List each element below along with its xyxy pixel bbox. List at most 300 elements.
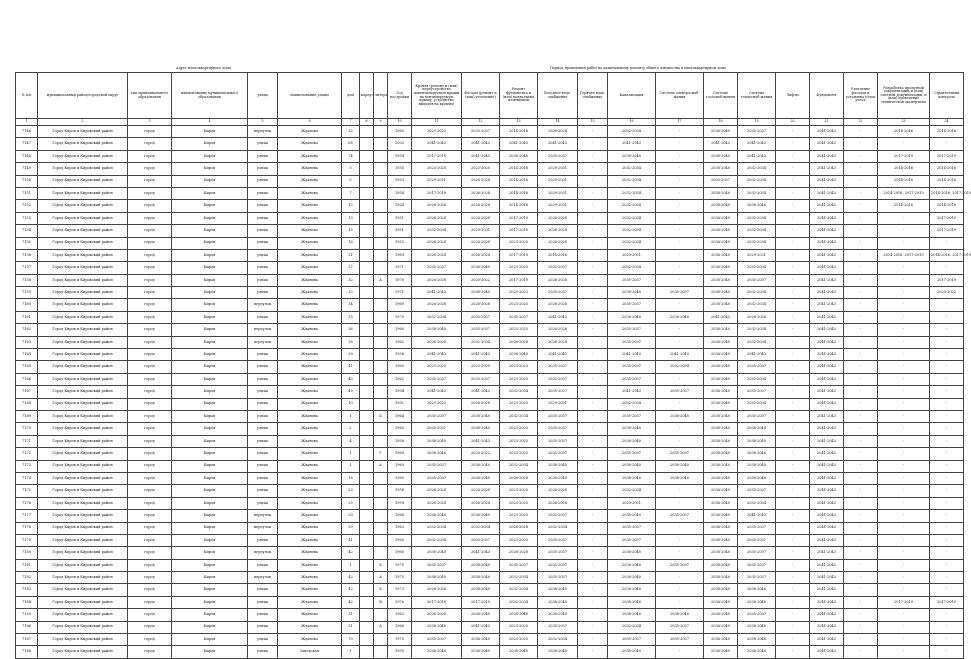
table-cell: 2038-2040 [462, 646, 500, 658]
table-cell: город [128, 324, 172, 336]
table-cell: 2032-2034 [412, 311, 462, 323]
table-cell: Жданова [278, 398, 342, 410]
table-cell: 2038-2040 [704, 423, 738, 435]
table-cell: - [844, 448, 878, 460]
table-cell: улица [248, 472, 278, 484]
column-number: 9 [374, 119, 388, 126]
table-cell [360, 398, 374, 410]
table-cell [360, 361, 374, 373]
table-row [16, 485, 964, 497]
table-cell: Город Киров и Кировский район [38, 225, 128, 237]
table-cell: 2023-2025 [500, 497, 538, 509]
table-cell: 70 [342, 634, 360, 646]
table-cell: 2035-2037 [608, 448, 656, 460]
table-cell: 2041-2043 [704, 138, 738, 150]
table-cell: - [844, 299, 878, 311]
table-cell: 16 [342, 237, 360, 249]
table-cell: 7163 [16, 336, 38, 348]
table-cell: Город Киров и Кировский район [38, 522, 128, 534]
table-cell: 2026-2028 [462, 237, 500, 249]
table-cell: 2038-2040 [608, 150, 656, 162]
table-cell: 2023-2025 [500, 361, 538, 373]
table-cell: 2038-2040 [500, 646, 538, 658]
table-cell [360, 534, 374, 546]
table-cell: город [128, 398, 172, 410]
table-cell: 2038-2040 [608, 572, 656, 584]
table-cell: 4 [342, 435, 360, 447]
table-row [16, 187, 964, 199]
table-cell: 2038-2040 [608, 435, 656, 447]
table-cell: 2017-2019 [878, 596, 930, 608]
table-cell: 2041-2043 [462, 621, 500, 633]
table-cell: 2041-2043 [810, 559, 844, 571]
table-cell: переулок [248, 547, 278, 559]
table-cell: Жданова [278, 336, 342, 348]
table-cell: Киров [172, 510, 248, 522]
table-cell: 2041-2043 [810, 584, 844, 596]
table-cell [360, 584, 374, 596]
table-row [16, 534, 964, 546]
table-row [16, 299, 964, 311]
table-cell: Город Киров и Кировский район [38, 398, 128, 410]
table-cell: - [578, 522, 608, 534]
table-cell: - [656, 336, 704, 348]
table-cell: 2035-2037 [538, 287, 578, 299]
table-cell: Киров [172, 311, 248, 323]
table-cell: - [776, 138, 810, 150]
table-cell [374, 212, 388, 224]
table-cell [374, 534, 388, 546]
table-cell: улица [248, 621, 278, 633]
table-cell: город [128, 126, 172, 138]
table-cell: 2041-2043 [608, 138, 656, 150]
table-cell: Киров [172, 572, 248, 584]
table-cell: - [656, 262, 704, 274]
table-cell: - [878, 485, 930, 497]
table-cell: - [930, 138, 964, 150]
table-cell: Город Киров и Кировский район [38, 460, 128, 472]
table-cell [360, 126, 374, 138]
table-cell: 2038-2040 [704, 324, 738, 336]
table-cell: 2026-2028 [462, 398, 500, 410]
table-cell: Жданова [278, 410, 342, 422]
table-cell: 7161 [16, 311, 38, 323]
table-cell: 33 [342, 287, 360, 299]
table-cell: город [128, 386, 172, 398]
table-cell: 2038-2040 [704, 398, 738, 410]
table-row [16, 175, 964, 187]
table-cell: 2023-2025 [500, 510, 538, 522]
table-cell: улица [248, 386, 278, 398]
column-header: Канализация [608, 73, 656, 119]
table-cell: Киров [172, 299, 248, 311]
table-cell [374, 324, 388, 336]
table-cell: Жданова [278, 311, 342, 323]
table-cell: 2038-2040 [704, 460, 738, 472]
table-cell: Город Киров и Кировский район [38, 150, 128, 162]
table-cell: Жданова [278, 522, 342, 534]
table-cell: город [128, 522, 172, 534]
table-cell [374, 150, 388, 162]
table-cell: 2035-2037 [538, 572, 578, 584]
table-cell: 2020-2022 [500, 287, 538, 299]
table-cell: улица [248, 249, 278, 261]
table-cell: - [878, 423, 930, 435]
table-cell: - [930, 497, 964, 509]
table-cell: 2026-2028 [462, 249, 500, 261]
table-cell: 1954 [388, 150, 412, 162]
table-cell: - [656, 299, 704, 311]
table-cell: Город Киров и Кировский район [38, 609, 128, 621]
column-header: Разработка проектной документации и (или) сметной документации, и (или) проведение технической экспертизы [878, 73, 930, 119]
table-cell: Город Киров и Кировский район [38, 572, 128, 584]
table-cell: - [844, 572, 878, 584]
table-cell: 2032-2034 [462, 336, 500, 348]
table-cell: - [656, 534, 704, 546]
table-cell: Жданова [278, 349, 342, 361]
table-cell: - [578, 175, 608, 187]
table-cell: 1994 [388, 386, 412, 398]
table-cell: 2020-2022 [462, 448, 500, 460]
table-cell: 2023-2025 [412, 398, 462, 410]
table-cell: - [776, 410, 810, 422]
table-cell: 2035-2037 [412, 410, 462, 422]
table-cell: Жданова [278, 584, 342, 596]
table-cell: 2038-2040 [738, 435, 776, 447]
table-cell: - [656, 423, 704, 435]
table-cell: - [776, 460, 810, 472]
table-cell: город [128, 336, 172, 348]
column-number: 16 [608, 119, 656, 126]
table-cell: 2035-2037 [656, 287, 704, 299]
table-cell: 2026-2028 [500, 336, 538, 348]
table-cell: улица [248, 485, 278, 497]
table-cell: 32 [342, 274, 360, 286]
table-cell: 2041-2043 [810, 460, 844, 472]
table-cell: 2032-2034 [412, 522, 462, 534]
table-cell: Жданова [278, 373, 342, 385]
table-cell [360, 150, 374, 162]
table-cell [360, 324, 374, 336]
table-cell: 2035-2037 [608, 534, 656, 546]
table-cell: 7148 [16, 150, 38, 162]
table-cell [374, 634, 388, 646]
table-cell: 2026-2028 [538, 126, 578, 138]
table-cell: 68 [342, 138, 360, 150]
table-cell: 2038-2040 [412, 510, 462, 522]
table-cell: - [656, 485, 704, 497]
table-cell: 2035-2037 [538, 150, 578, 162]
table-cell: - [844, 163, 878, 175]
table-cell: - [844, 596, 878, 608]
table-cell: 2026-2028 [462, 200, 500, 212]
table-cell: 2032-2034 [412, 534, 462, 546]
table-cell: 32 [342, 126, 360, 138]
table-cell: Жданова [278, 423, 342, 435]
address-group-label: Адрес многоквартирного дома [176, 66, 232, 70]
table-cell: 41 [342, 534, 360, 546]
table-cell: 2023-2025 [500, 485, 538, 497]
table-cell: - [578, 150, 608, 162]
table-cell: 10 [342, 398, 360, 410]
table-cell: 1985 [388, 472, 412, 484]
table-cell [374, 262, 388, 274]
table-cell: - [776, 361, 810, 373]
schedule-table-wrapper [15, 72, 971, 659]
table-cell: - [656, 175, 704, 187]
table-cell: - [844, 646, 878, 658]
table-cell: 2035-2037 [738, 534, 776, 546]
table-cell: 2041-2043 [810, 324, 844, 336]
table-cell: - [878, 435, 930, 447]
table-cell: 2038-2040 [738, 596, 776, 608]
table-cell: переулок [248, 336, 278, 348]
table-cell: город [128, 138, 172, 150]
table-cell: - [656, 522, 704, 534]
table-cell: 2041-2043 [810, 262, 844, 274]
table-cell: 2038-2040 [462, 609, 500, 621]
table-cell: 2017-2019 [500, 212, 538, 224]
table-cell: 2038-2040 [462, 287, 500, 299]
table-cell: - [776, 126, 810, 138]
table-row [16, 361, 964, 373]
table-cell: 1969 [388, 448, 412, 460]
table-cell: - [578, 373, 608, 385]
table-cell: 2035-2037 [656, 510, 704, 522]
table-cell: 1971 [388, 287, 412, 299]
table-cell: 7174 [16, 472, 38, 484]
table-cell: улица [248, 584, 278, 596]
table-cell: 2014-2016 [500, 187, 538, 199]
table-cell: - [930, 435, 964, 447]
table-cell: 2035-2037 [462, 126, 500, 138]
table-cell: 2023-2025 [462, 163, 500, 175]
column-header: корпус [360, 73, 374, 119]
table-cell: 42 [342, 547, 360, 559]
table-cell: - [930, 621, 964, 633]
table-cell: - [656, 497, 704, 509]
table-cell: - [878, 311, 930, 323]
table-cell: 2029-2031 [608, 497, 656, 509]
table-cell: 2041-2043 [412, 287, 462, 299]
table-cell: город [128, 609, 172, 621]
table-cell: 2041-2043 [608, 386, 656, 398]
table-cell: 2023-2025 [500, 262, 538, 274]
table-cell: улица [248, 398, 278, 410]
table-row [16, 435, 964, 447]
table-cell: 2032-2034 [608, 212, 656, 224]
table-cell: улица [248, 274, 278, 286]
table-cell: - [578, 163, 608, 175]
table-cell [360, 460, 374, 472]
table-cell: 2038-2040 [738, 472, 776, 484]
table-cell: 41 [342, 361, 360, 373]
table-cell: - [844, 287, 878, 299]
table-cell: 2026-2028 [538, 324, 578, 336]
table-cell: 1964 [388, 410, 412, 422]
table-row [16, 559, 964, 571]
table-cell: 2038-2040 [704, 386, 738, 398]
column-header: наименование муниципального образования [172, 73, 248, 119]
table-cell: 2035-2037 [538, 534, 578, 546]
table-cell: Город Киров и Кировский район [38, 361, 128, 373]
table-cell: 2023-2025 [412, 361, 462, 373]
table-cell: 2035-2037 [608, 410, 656, 422]
table-cell: 1955 [388, 163, 412, 175]
table-cell: - [844, 621, 878, 633]
table-cell: - [930, 349, 964, 361]
table-cell: - [844, 609, 878, 621]
table-cell: 1969 [388, 299, 412, 311]
table-cell: Жданова [278, 485, 342, 497]
table-cell: - [844, 460, 878, 472]
table-cell: - [878, 448, 930, 460]
table-cell: - [578, 460, 608, 472]
column-number: 18 [704, 119, 738, 126]
table-cell: 2035-2037 [538, 621, 578, 633]
column-header: муниципальный район/городской округ [38, 73, 128, 119]
table-cell: 2032-2034 [656, 361, 704, 373]
table-cell: 1951 [388, 398, 412, 410]
table-cell: 2038-2040 [704, 249, 738, 261]
table-cell: - [878, 547, 930, 559]
table-cell: - [844, 410, 878, 422]
table-cell: город [128, 299, 172, 311]
table-cell: 2038-2040 [608, 460, 656, 472]
table-cell: Город Киров и Кировский район [38, 423, 128, 435]
table-cell: - [578, 287, 608, 299]
table-row [16, 126, 964, 138]
table-cell: - [930, 460, 964, 472]
table-cell: 2041-2043 [810, 472, 844, 484]
table-cell: 1975 [388, 634, 412, 646]
table-cell: 2041-2043 [810, 547, 844, 559]
column-number: 19 [738, 119, 776, 126]
table-cell: - [878, 361, 930, 373]
table-cell: город [128, 448, 172, 460]
table-cell: 2041-2043 [810, 336, 844, 348]
table-cell: Киров [172, 534, 248, 546]
table-cell: 7170 [16, 423, 38, 435]
table-cell: 2032-2034 [538, 634, 578, 646]
table-cell: 2038-2040 [704, 609, 738, 621]
table-row [16, 163, 964, 175]
table-cell: улица [248, 361, 278, 373]
table-cell: улица [248, 460, 278, 472]
table-cell: Киров [172, 187, 248, 199]
table-cell: 2041-2043 [810, 249, 844, 261]
table-cell: Жданова [278, 596, 342, 608]
table-cell: 2041-2043 [810, 299, 844, 311]
table-cell: - [844, 361, 878, 373]
column-header: литера [374, 73, 388, 119]
table-cell: Жданова [278, 448, 342, 460]
table-row [16, 572, 964, 584]
table-cell [374, 522, 388, 534]
table-cell: 2035-2037 [608, 634, 656, 646]
table-cell: - [656, 126, 704, 138]
table-cell: Киров [172, 349, 248, 361]
table-cell: 2041-2043 [810, 349, 844, 361]
table-cell: 2038-2040 [656, 609, 704, 621]
table-cell: 2026-2028 [462, 187, 500, 199]
table-cell: 2029-2031 [538, 175, 578, 187]
table-cell: 2038-2040 [538, 472, 578, 484]
table-cell [360, 237, 374, 249]
table-cell: 2038-2040 [412, 448, 462, 460]
table-cell: - [930, 572, 964, 584]
column-number-row [16, 119, 964, 126]
column-header: № п/п [16, 73, 38, 119]
table-cell [360, 423, 374, 435]
table-cell: 2035-2037 [738, 274, 776, 286]
table-cell: - [776, 175, 810, 187]
table-cell: 2032-2034 [608, 237, 656, 249]
table-cell [360, 299, 374, 311]
table-cell: Киров [172, 138, 248, 150]
table-cell: Жданова [278, 237, 342, 249]
table-cell: 2026-2028 [462, 299, 500, 311]
table-cell [360, 572, 374, 584]
table-cell: 2038-2040 [704, 126, 738, 138]
table-cell: - [844, 398, 878, 410]
table-cell: Г [374, 448, 388, 460]
table-cell: 5 [342, 175, 360, 187]
table-cell: Киров [172, 609, 248, 621]
table-cell: 2035-2037 [738, 410, 776, 422]
table-cell: - [878, 386, 930, 398]
table-cell: 2041-2043 [462, 386, 500, 398]
table-cell: А [374, 460, 388, 472]
table-cell: 21 [342, 249, 360, 261]
table-cell: Киров [172, 200, 248, 212]
table-cell: - [878, 262, 930, 274]
table-cell: Жданова [278, 510, 342, 522]
table-cell: переулок [248, 510, 278, 522]
table-cell: 1962 [388, 373, 412, 385]
table-cell: 2035-2037 [738, 609, 776, 621]
table-cell: 2041-2043 [810, 150, 844, 162]
table-cell: - [776, 547, 810, 559]
table-cell: 1962 [388, 336, 412, 348]
table-cell: - [578, 349, 608, 361]
table-cell: 2038-2040 [500, 150, 538, 162]
table-cell: 2041-2043 [810, 485, 844, 497]
table-cell: - [578, 398, 608, 410]
table-cell: 2032-2034 [608, 187, 656, 199]
table-cell: - [776, 596, 810, 608]
column-number: 12 [462, 119, 500, 126]
table-cell: 2041-2043 [412, 386, 462, 398]
table-cell: 7169 [16, 410, 38, 422]
table-cell: - [578, 200, 608, 212]
table-cell [360, 435, 374, 447]
table-cell: - [578, 410, 608, 422]
table-cell: - [776, 472, 810, 484]
table-cell: 7179 [16, 534, 38, 546]
table-cell: 1971 [388, 262, 412, 274]
table-cell: переулок [248, 324, 278, 336]
table-cell: 2038-2040 [704, 200, 738, 212]
table-cell: 2038-2040 [608, 596, 656, 608]
column-header: Система теплоснаб-жения [738, 73, 776, 119]
table-cell: город [128, 596, 172, 608]
table-cell: - [776, 163, 810, 175]
table-cell: 18 [342, 472, 360, 484]
table-cell: 36 [342, 324, 360, 336]
table-cell: 2032-2034 [738, 163, 776, 175]
table-cell: 12 [342, 200, 360, 212]
